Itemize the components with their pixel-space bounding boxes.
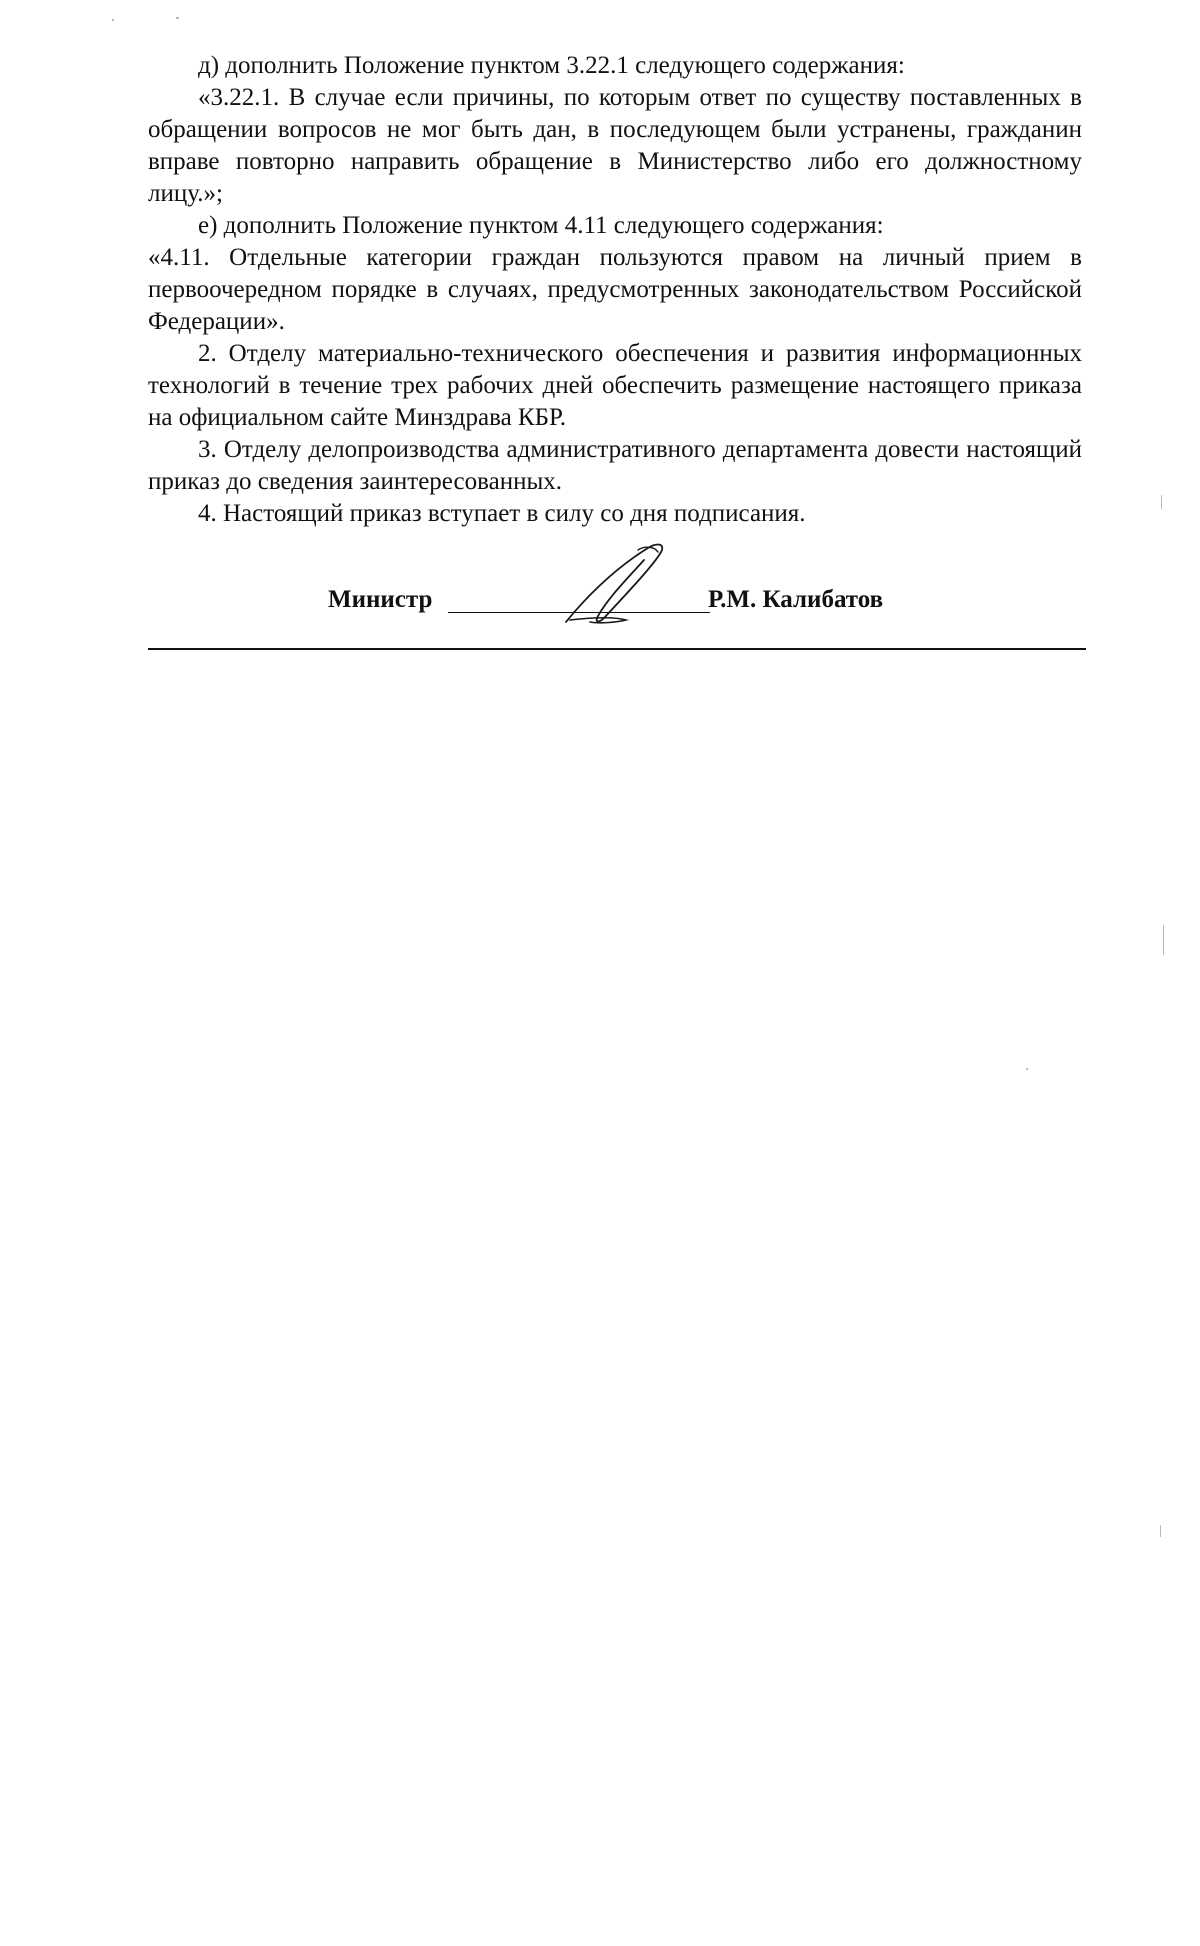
paragraph-item-4: 4. Настоящий приказ вступает в силу со дня подписания. [198, 500, 806, 527]
scan-speck [1026, 1068, 1028, 1070]
signatory-title: Министр [328, 586, 433, 613]
bottom-rule [148, 648, 1086, 650]
document-body [148, 50, 1082, 530]
paragraph-clause-3-22-1: «3.22.1. В случае если причины, по которым ответ по существу поставленных в обращении вопросов не мог быть дан, в последующем были устранены, гражданин вправе повторно направить обращение в Министерство либо его должностному лицу.»; [148, 84, 1082, 207]
paragraph-clause-4-11: «4.11. Отдельные категории граждан пользуются правом на личный прием в первоочередном порядке в случаях, предусмотренных законодательством Российской Федерации». [148, 244, 1082, 335]
paragraph-item-2: 2. Отделу материально-технического обеспечения и развития информационных технологий в течение трех рабочих дней обеспечить размещение настоящего приказа на официальном сайте Минздрава КБР. [148, 340, 1082, 431]
scan-speck [1160, 1525, 1161, 1537]
paragraph-item-3: 3. Отделу делопроизводства административного департамента довести настоящий приказ до сведения заинтересованных. [148, 436, 1082, 495]
scan-speck [176, 17, 179, 19]
scan-speck [112, 19, 114, 21]
scan-speck [1163, 925, 1164, 955]
paragraph-amendment-e: е) дополнить Положение пунктом 4.11 следующего содержания: [198, 212, 884, 239]
paragraph-amendment-d: д) дополнить Положение пунктом 3.22.1 следующего содержания: [198, 52, 905, 79]
handwritten-signature [560, 540, 680, 630]
signatory-name: Р.М. Калибатов [708, 586, 884, 613]
scan-speck [1161, 495, 1162, 509]
